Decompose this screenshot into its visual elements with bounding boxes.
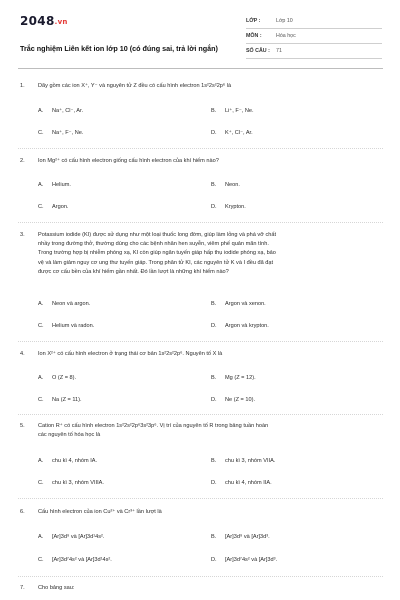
option-letter: B. [211, 182, 217, 188]
site-logo[interactable] [20, 14, 68, 28]
option-b[interactable] [211, 108, 254, 114]
document-header [20, 14, 382, 62]
meta-label: SỐ CÂU : [246, 48, 270, 54]
option-text: Argon. [52, 204, 69, 210]
option-b[interactable] [211, 301, 266, 307]
option-letter: C. [38, 204, 44, 210]
option-letter: C. [38, 323, 44, 329]
option-a[interactable] [38, 108, 83, 114]
question-separator [18, 222, 383, 223]
option-text: Argon và xenon. [225, 301, 266, 307]
option-letter: C. [38, 480, 44, 486]
option-text: chu kì 4, nhóm IIA. [225, 480, 272, 486]
option-letter: D. [211, 130, 217, 136]
meta-value: 71 [276, 48, 282, 54]
option-text: [Ar]3d⁹ và [Ar]3d³. [225, 534, 270, 540]
option-text: [Ar]3d⁹ và [Ar]3d¹4s². [52, 534, 105, 540]
question-text: Cho bảng sau: [38, 585, 75, 591]
question-separator [18, 148, 383, 149]
question-separator [18, 576, 383, 577]
option-text: Krypton. [225, 204, 246, 210]
question-text-line: vệ và làm giảm nguy cơ ung thư tuyến giáp. Trong phân tử KI, các nguyên tử K và I đều đã đạt [38, 259, 274, 266]
option-text: chu kì 4, nhóm IA. [52, 458, 98, 464]
option-a[interactable] [38, 182, 71, 188]
question-separator [18, 414, 383, 415]
option-letter: A. [38, 301, 44, 307]
meta-box [246, 14, 382, 59]
question-text: Ion Mg²⁺ có cấu hình electron giống cấu hình electron của khí hiếm nào? [38, 158, 219, 164]
question-number: 4. [20, 351, 25, 357]
option-letter: D. [211, 557, 217, 563]
option-d[interactable] [211, 397, 255, 403]
option-letter: C. [38, 130, 44, 136]
option-letter: B. [211, 108, 217, 114]
option-b[interactable] [211, 458, 275, 464]
option-text: O (Z = 8). [52, 375, 77, 381]
question-separator [18, 498, 383, 499]
option-a[interactable] [38, 458, 97, 464]
question-number: 5. [20, 423, 25, 429]
option-a[interactable] [38, 301, 90, 307]
option-text: [Ar]3d⁷4s² và [Ar]3d¹4s². [52, 557, 112, 563]
option-letter: A. [38, 108, 44, 114]
logo-text: 2048 [20, 14, 55, 28]
option-letter: D. [211, 397, 217, 403]
header-divider [18, 68, 383, 69]
option-c[interactable] [38, 557, 112, 563]
option-letter: A. [38, 375, 44, 381]
meta-label: LỚP : [246, 18, 261, 24]
option-letter: B. [211, 375, 217, 381]
option-c[interactable] [38, 480, 104, 486]
option-b[interactable] [211, 375, 256, 381]
meta-value: Hóa học [276, 33, 296, 39]
option-text: chu kì 3, nhóm VIIA. [225, 458, 276, 464]
question-text-line: Cation R⁺ có cấu hình electron 1s²2s²2p⁶3s²3p⁶. Vị trí của nguyên tố R trong bảng tuần hoàn [38, 423, 269, 429]
question-text-line: nhầy trong đường thở, thường dùng cho các bệnh nhân hen suyễn, viêm phế quản mãn tính. [38, 241, 269, 248]
option-d[interactable] [211, 480, 272, 486]
option-letter: A. [38, 458, 44, 464]
option-d[interactable] [211, 557, 277, 563]
question-text: Cấu hình electron của ion Cu²⁺ và Cr³⁺ lần lượt là [38, 509, 162, 515]
question-number: 7. [20, 585, 25, 591]
option-letter: A. [38, 182, 44, 188]
meta-value: Lớp 10 [276, 18, 293, 24]
logo-suffix: .vn [54, 18, 68, 26]
option-c[interactable] [38, 130, 83, 136]
question-number: 3. [20, 232, 25, 238]
question-text [38, 422, 382, 440]
option-text: Mg (Z = 12). [225, 375, 256, 381]
question-number: 1. [20, 83, 25, 89]
option-b[interactable] [211, 534, 270, 540]
option-letter: B. [211, 458, 217, 464]
option-d[interactable] [211, 323, 269, 329]
option-text: Helium và radon. [52, 323, 95, 329]
option-c[interactable] [38, 323, 94, 329]
meta-row-class [246, 14, 382, 29]
option-text: Helium. [52, 182, 71, 188]
option-text: Na⁺, Cl⁻, Ar. [52, 108, 84, 114]
option-c[interactable] [38, 397, 82, 403]
question-text: Dãy gồm các ion X⁺, Y⁻ và nguyên tử Z đều có cấu hình electron 1s²2s²2p⁶ là [38, 83, 232, 89]
question-number: 2. [20, 158, 25, 164]
option-text: Neon. [225, 182, 240, 188]
option-text: Neon và argon. [52, 301, 91, 307]
option-text: chu kì 3, nhóm VIIIA. [52, 480, 104, 486]
option-letter: A. [38, 534, 44, 540]
question-text-line: các nguyên tố hóa học là [38, 432, 101, 439]
question-text-line: được cơ cấu bền của khí hiếm gần nhất. Đó lần lượt là những khí hiếm nào? [38, 268, 229, 275]
option-b[interactable] [211, 182, 240, 188]
document-title: Trắc nghiệm Liên kết ion lớp 10 (có đúng sai, trả lời ngắn) [20, 44, 218, 53]
meta-row-subject [246, 29, 382, 44]
option-d[interactable] [211, 204, 246, 210]
option-text: Li⁺, F⁻, Ne. [225, 108, 254, 114]
option-letter: B. [211, 301, 217, 307]
option-letter: B. [211, 534, 217, 540]
option-a[interactable] [38, 534, 104, 540]
question-text-line: Trong trường hợp bị nhiễm phóng xạ, KI còn giúp ngăn tuyến giáp hấp thụ iodide phóng xạ, bảo [38, 250, 276, 257]
option-text: Na (Z = 11). [52, 397, 82, 403]
option-letter: C. [38, 397, 44, 403]
option-letter: D. [211, 323, 217, 329]
meta-label: MÔN : [246, 33, 262, 39]
option-d[interactable] [211, 130, 253, 136]
option-text: Argon và krypton. [225, 323, 269, 329]
option-text: Na⁺, F⁻, Ne. [52, 130, 84, 136]
option-letter: D. [211, 204, 217, 210]
question-text [38, 231, 382, 277]
option-letter: C. [38, 557, 44, 563]
option-text: [Ar]3d⁷4s² và [Ar]3d³. [225, 557, 278, 563]
question-text-line: Potassium iodide (KI) được sử dụng như một loại thuốc long đờm, giúp làm lỏng và phá vỡ chất [38, 232, 277, 238]
option-text: Ne (Z = 10). [225, 397, 255, 403]
meta-row-count [246, 44, 382, 59]
question-separator [18, 341, 383, 342]
option-a[interactable] [38, 375, 76, 381]
option-letter: D. [211, 480, 217, 486]
option-c[interactable] [38, 204, 68, 210]
question-number: 6. [20, 509, 25, 515]
question-text: Ion X²⁺ có cấu hình electron ở trạng thái cơ bản 1s²2s²2p⁶. Nguyên tố X là [38, 351, 223, 357]
option-text: K⁺, Cl⁻, Ar. [225, 130, 253, 136]
